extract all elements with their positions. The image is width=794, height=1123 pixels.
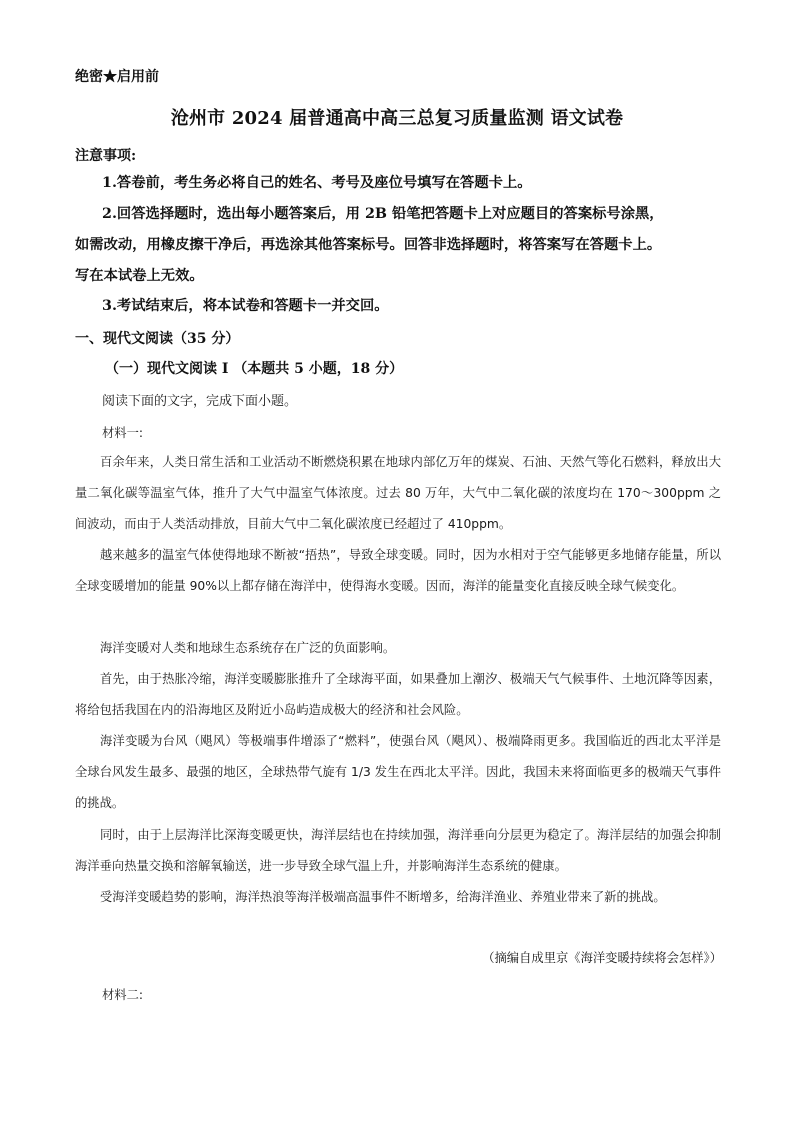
material1-paragraph-5: 海洋变暖为台风（飓风）等极端事件增添了“燃料”，使强台风（飓风）、极端降雨更多。我国临近的西北太平洋是全球台风发生最多、最强的地区，全球热带气旋有 1/3 发生在西北太平洋。因此，我国未来将面临更多的极端天气事件的挑战。 <box>75 734 721 810</box>
notice-item-3: 3.考试结束后，将本试卷和答题卡一并交回。 <box>102 298 389 314</box>
material1-paragraph-3: 海洋变暖对人类和地球生态系统存在广泛的负面影响。 <box>100 641 396 655</box>
material1-paragraph-2: 越来越多的温室气体使得地球不断被“捂热”，导致全球变暖。同时，因为水相对于空气能够更多地储存能量，所以全球变暖增加的能量 90%以上都存储在海洋中，使得海水变暖。因而，海洋的能量变化直接反映全球气候变化。 <box>75 548 721 593</box>
notice-item-2-line-2: 如需改动，用橡皮擦干净后，再选涂其他答案标号。回答非选择题时，将答案写在答题卡上。 <box>75 237 662 253</box>
material1-paragraph-4: 首先，由于热胀冷缩，海洋变暖膨胀推升了全球海平面，如果叠加上潮汐、极端天气气候事件、土地沉降等因素，将给包括我国在内的沿海地区及附近小岛屿造成极大的经济和社会风险。 <box>75 672 721 717</box>
section-heading-part1: 一、现代文阅读（35 分） <box>75 331 240 347</box>
notice-item-1: 1.答卷前，考生务必将自己的姓名、考号及座位号填写在答题卡上。 <box>102 175 532 191</box>
section-subheading-1: （一）现代文阅读 I （本题共 5 小题，18 分） <box>105 361 404 377</box>
material1-paragraph-6: 同时，由于上层海洋比深海变暖更快，海洋层结也在持续加强，海洋垂向分层更为稳定了。海洋层结的加强会抑制海洋垂向热量交换和溶解氧输送，进一步导致全球气温上升，并影响海洋生态系统的健康。 <box>75 828 721 873</box>
material2-label: 材料二: <box>102 988 144 1002</box>
notice-item-2-line-3: 写在本试卷上无效。 <box>75 268 204 284</box>
exam-title: 沧州市 2024 届普通高中高三总复习质量监测 语文试卷 <box>170 108 624 129</box>
reading-instruction: 阅读下面的文字，完成下面小题。 <box>102 394 298 409</box>
material1-label: 材料一: <box>102 426 144 440</box>
material1-paragraph-1: 百余年来，人类日常生活和工业活动不断燃烧积累在地球内部亿万年的煤炭、石油、天然气等化石燃料，释放出大量二氧化碳等温室气体，推升了大气中温室气体浓度。过去 80 万年，大气中二氧化碳的浓度均在 170～300ppm 之间波动，而由于人类活动排放，目前大气中二氧化碳浓度已经超过了 410ppm。 <box>75 455 721 531</box>
material1-paragraph-7: 受海洋变暖趋势的影响，海洋热浪等海洋极端高温事件不断增多，给海洋渔业、养殖业带来了新的挑战。 <box>100 890 666 904</box>
secret-label: 绝密★启用前 <box>75 69 159 85</box>
notice-item-2-line-1: 2.回答选择题时，选出每小题答案后，用 2B 铅笔把答题卡上对应题目的答案标号涂黑， <box>102 206 664 222</box>
notice-heading: 注意事项: <box>75 148 137 164</box>
material1-source: （摘编自成里京《海洋变暖持续将会怎样》） <box>482 951 722 965</box>
